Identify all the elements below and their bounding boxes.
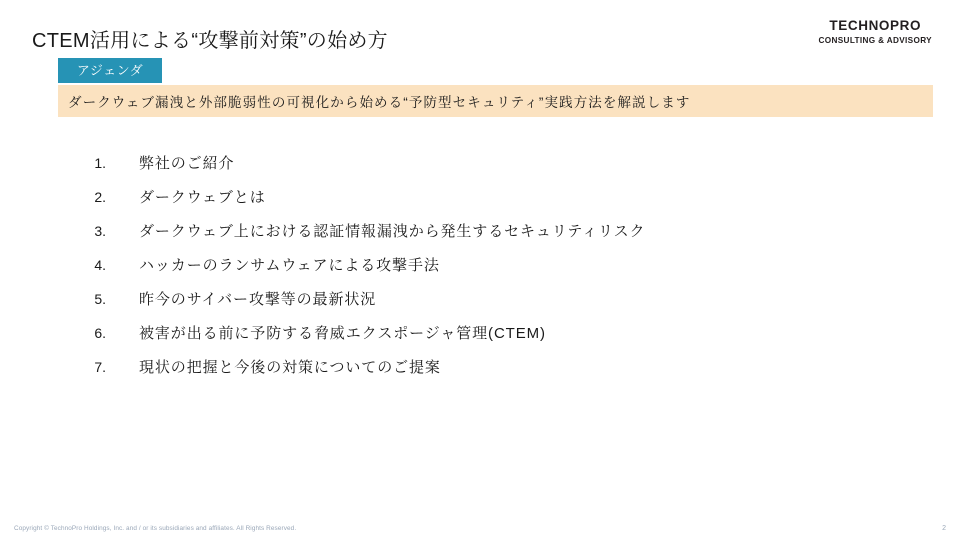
list-item-label: 被害が出る前に予防する脅威エクスポージャ管理(CTEM) <box>139 325 546 342</box>
agenda-tab-label: アジェンダ <box>58 58 162 83</box>
company-logo <box>819 18 933 46</box>
list-item <box>68 356 888 390</box>
logo-wordmark: TECHNOPRO <box>829 18 922 33</box>
list-item-number: 2. <box>94 189 106 205</box>
list-item-number: 3. <box>94 223 106 239</box>
page-title: CTEM活用による“攻撃前対策”の始め方 <box>32 30 388 52</box>
list-item <box>68 322 888 356</box>
list-item <box>68 288 888 322</box>
list-item-label: ダークウェブとは <box>139 189 266 206</box>
lead-text: ダークウェブ漏洩と外部脆弱性の可視化から始める“予防型セキュリティ”実践方法を解説します <box>68 95 691 110</box>
logo-tagline: CONSULTING & ADVISORY <box>818 36 932 45</box>
agenda-list <box>68 152 888 390</box>
list-item-label: 昨今のサイバー攻撃等の最新状況 <box>139 291 377 308</box>
list-item-label: ハッカーのランサムウェアによる攻撃手法 <box>139 257 440 274</box>
list-item-label: ダークウェブ上における認証情報漏洩から発生するセキュリティリスク <box>139 223 646 240</box>
page-number: 2 <box>942 525 946 532</box>
list-item-number: 1. <box>94 155 106 171</box>
list-item <box>68 186 888 220</box>
list-item <box>68 220 888 254</box>
list-item-label: 弊社のご紹介 <box>139 155 235 172</box>
lead-band <box>58 85 933 117</box>
list-item <box>68 152 888 186</box>
list-item-number: 7. <box>94 359 106 375</box>
list-item-label: 現状の把握と今後の対策についてのご提案 <box>139 359 441 376</box>
list-item <box>68 254 888 288</box>
footer-copyright: Copyright © TechnoPro Holdings, Inc. and / or its subsidiaries and affiliates. All Rights Reserved. <box>14 525 297 532</box>
list-item-number: 4. <box>94 257 106 273</box>
list-item-number: 6. <box>94 325 106 341</box>
list-item-number: 5. <box>94 291 106 307</box>
